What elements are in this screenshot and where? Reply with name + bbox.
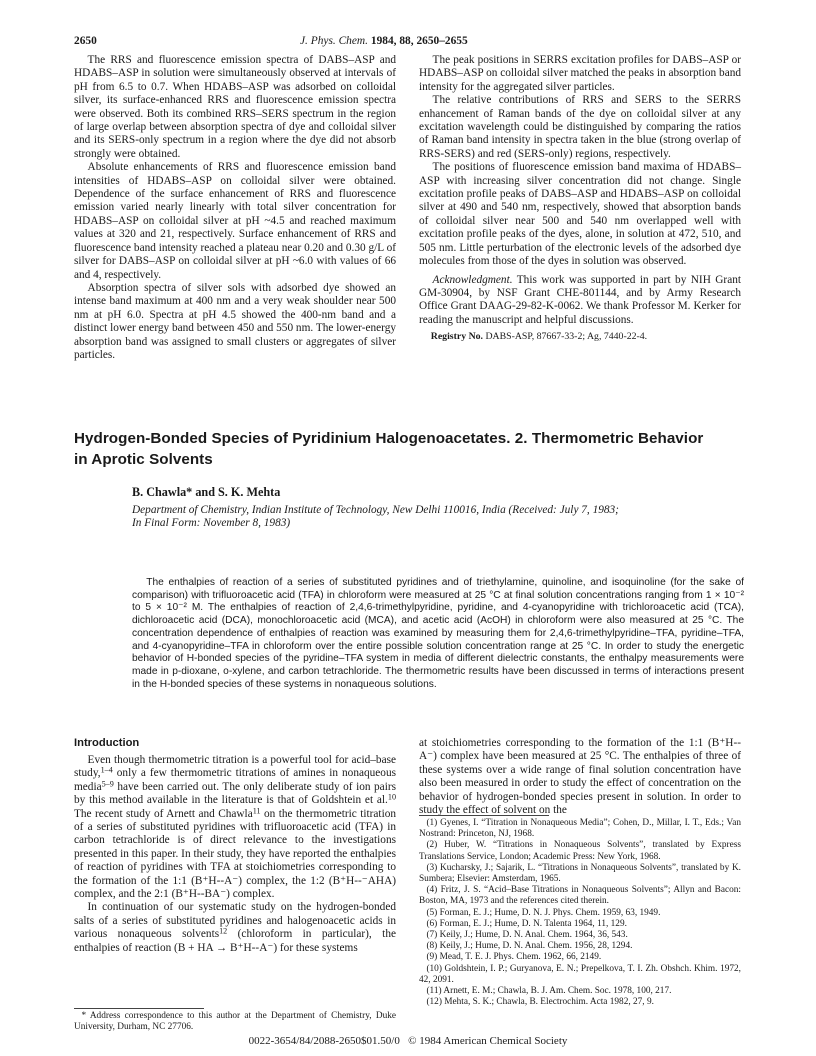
affiliation-line-1: Department of Chemistry, Indian Institute of Technology, New Delhi 110016, India (Received: July 7, 1983; — [132, 504, 619, 516]
registry-numbers — [419, 331, 741, 342]
authors: B. Chawla* and S. K. Mehta — [132, 485, 281, 499]
paragraph: The peak positions in SERRS excitation profiles for DABS–ASP or HDABS–ASP on colloidal silver matched the peaks in absorption band intensity for the aggregated silver particles. — [419, 54, 741, 93]
registry-label: Registry No. — [430, 331, 483, 343]
page-footer — [0, 1035, 816, 1047]
journal-year-volume: 1984, 88, 2650–2655 — [370, 35, 468, 47]
article-code: 0022-3654/84/2088-2650$01.50/0 — [248, 1035, 400, 1047]
reference-item: (1) Gyenes, I. “Titration in Nonaqueous Media”; Cohen, D., Millar, I. T., Eds.; Van Nostrand: Princeton, NJ, 1968. — [419, 818, 741, 840]
title-line-1: Hydrogen-Bonded Species of Pyridinium Halogenoacetates. 2. Thermometric Behavior — [74, 430, 704, 447]
affiliation-line-2: In Final Form: November 8, 1983) — [132, 517, 291, 530]
acknowledgment-text: This work was supported in part by NIH Grant GM-30904, by NSF Grant CHE-801144, and by Army Research Office Grant DAAG-29-82-K-0062. We thank Professor M. Kerker for reading the manuscript and helpful discussions. — [419, 273, 741, 326]
acknowledgment-label: Acknowledgment. — [432, 273, 513, 286]
affiliation — [132, 504, 752, 531]
reference-item: (11) Arnett, E. M.; Chawla, B. J. Am. Chem. Soc. 1978, 100, 217. — [426, 986, 672, 997]
running-header — [300, 35, 600, 47]
reference-item: (4) Fritz, J. S. “Acid–Base Titrations in Nonaqueous Solvents”; Allyn and Bacon: Boston, MA, 1973 and the references cited therein. — [419, 885, 741, 907]
paragraph: at stoichiometries corresponding to the formation of the 1:1 (B⁺H--A⁻) complex have been measured at 25 °C. The enthalpies of three of these systems over a wide range of final solution concentration have also been measured in order to study the effect of concentration on the behavior of hydrogen-bonded species present in solution. In order to study the effect of solvent on the — [419, 737, 741, 817]
copyright: © 1984 American Chemical Society — [408, 1035, 568, 1047]
abstract: The enthalpies of reaction of a series of substituted pyridines and of triethylamine, quinoline, and isoquinoline (for the sake of comparison) with trifluoroacetic acid (TFA) in chloroform were measured at 25 °C at final solution concentrations ranging from 1 × 10⁻² to 5 × 10⁻² M. The enthalpies of reaction of 2,4,6-trimethylpyridine, pyridine, and 4-cyanopyridine with trichloroacetic acid (TCA), dichloroacetic acid (DCA), monochloroacetic acid (MCA), and acetic acid (AcOH) in chloroform were also measured at 25 °C. The concentration dependence of enthalpies of reaction was examined by measuring them for 2,4,6-trimethylpyridine–TFA, pyridine–TFA, and 4-cyanopyridine–TFA in chloroform over the entire possible solution concentration range at 25 °C. In order to study the energetic behavior of H-bonded species of the pyridine–TFA system in media of different dielectric constants, the enthalpy measurements were made in p-dioxane, o-xylene, and carbon tetrachloride. The thermometric results have been discussed in terms of interactions present in the H-bonded species of these systems in nonaqueous solutions. — [132, 577, 744, 690]
intro-right-column — [419, 737, 741, 817]
title-line-2: in Aprotic Solvents — [74, 451, 213, 468]
paragraph: The positions of fluorescence emission band maxima of HDABS–ASP with increasing silver concentration did not change. Single excitation profile peaks of DABS–ASP and HDABS–ASP on colloidal silver at 490 and 540 nm, respectively, showed that absorption bands of colloidal silver near 500 and 540 nm overlapped well with excitation profile peaks of the dyes, alone, in solution at 472, 510, and 505 nm. Little perturbation of the electronic levels of the adsorbed dye molecules from those of the dyes in solution was observed. — [419, 161, 741, 268]
page-number: 2650 — [74, 35, 97, 47]
author-footnote: * Address correspondence to this author at the Department of Chemistry, Duke University, Durham, NC 27706. — [74, 1011, 396, 1033]
paragraph: In continuation of our systematic study on the hydrogen-bonded salts of a series of substituted pyridines and halogenoacetic acids in various nonaqueous solvents$^{12}$ (chloroform in particular), the enthalpies of reaction (B + HA → B⁺H--A⁻) for these systems — [74, 901, 396, 954]
reference-item: (10) Goldshtein, I. P.; Guryanova, E. N.; Prepelkova, T. I. Zh. Obshch. Khim. 1972, 42, 2091. — [419, 963, 741, 985]
paragraph: Even though thermometric titration is a powerful tool for acid–base study,$^{1-4}$ only a few thermometric titrations of amines in nonaqueous media$^{5-9}$ have been carried out. The only deliberate study of ion pairs by this method available in the literature is that of Goldshtein et al.$^{10}$ The recent study of Arnett and Chawla$^{11}$ on the thermometric titration of a series of substituted pyridines with trifluoroacetic acid (TFA) in carbon tetrachloride is of direct relevance to the investigations presented in this paper. In their study, they have reported the enthalpies of reaction of pyridines with TFA at stoichiometries corresponding to the formation of the 1:1 (B⁺H--A⁻) complex, the 1:2 (B⁺H--⁻AHA) complex, and the 2:1 (B⁺H--BA⁻) complex. — [74, 754, 397, 901]
references — [419, 818, 741, 1008]
paragraph: The RRS and fluorescence emission spectra of DABS–ASP and HDABS–ASP in solution were simultaneously observed at intervals of pH from 6.5 to 0.7. When HDABS–ASP was adsorbed on colloidal silver, its surface-enhanced RRS and fluorescence emission spectra were observed. Both its combined RRS–SERS spectrum in the region of large overlap between absorption spectra of dye and colloidal silver and its SERS-only spectrum in a region where the dye did not absorb strongly were obtained. — [74, 54, 396, 160]
registry-text: DABS-ASP, 87667-33-2; Ag, 7440-22-4. — [485, 331, 648, 343]
reference-item: (7) Keily, J.; Hume, D. N. Anal. Chem. 1964, 36, 543. — [426, 930, 628, 941]
reference-item: (3) Kucharsky, J.; Sajarik, L. “Titrations in Nonaqueous Solvents”, translated by K. Sumbera; Elsevier: Amsterdam, 1965. — [419, 862, 741, 885]
references-rule — [419, 815, 549, 816]
reference-item: (8) Keily, J.; Hume, D. N. Anal. Chem. 1956, 28, 1294. — [426, 941, 633, 952]
reference-item: (5) Forman, E. J.; Hume, D. N. J. Phys. Chem. 1959, 63, 1949. — [426, 907, 661, 918]
paragraph: Absolute enhancements of RRS and fluorescence emission band intensities of HDABS–ASP on colloidal silver were obtained. Dependence of the surface enhancement of RRS and fluorescence emission varied nearly linearly with total silver concentration for HDABS–ASP on colloidal silver at pH ~4.5 and reached maximum values at 320 and 21, respectively. Surface enhancement of RRS and fluorescence band intensity reached a plateau near 0.20 and 0.30 g/L of silver for DABS–ASP on colloidal silver at pH ~6.0 with values of 66 and 4, respectively. — [74, 161, 396, 281]
reference-item: (2) Huber, W. “Titrations in Nonaqueous Solvents”, translated by Express Translations Service, London; Academic Press: New York, 1968. — [419, 840, 741, 862]
intro-left-column — [74, 737, 396, 955]
reference-item: (6) Forman, E. J.; Hume, D. N. Talenta 1964, 11, 129. — [426, 918, 627, 929]
paragraph: Absorption spectra of silver sols with adsorbed dye showed an intense band maximum at 400 nm and a very weak shoulder near 500 nm at pH 6.0. Spectra at pH 4.5 showed the 400-nm band and a distinct lower energy band between 450 and 550 nm. The lower-energy absorption band was assigned to small clusters or aggregates of silver particles. — [74, 281, 396, 361]
section-heading-introduction: Introduction — [74, 737, 140, 749]
reference-item: (9) Mead, T. E. J. Phys. Chem. 1962, 66, 2149. — [426, 952, 602, 963]
footnote-rule — [74, 1008, 204, 1009]
prev-article-right-column — [419, 54, 741, 342]
prev-article-left-column — [74, 54, 396, 362]
reference-item: (12) Mehta, S. K.; Chawla, B. Electrochim. Acta 1982, 27, 9. — [426, 997, 654, 1008]
article-title — [74, 428, 754, 470]
journal-name: J. Phys. Chem. — [300, 35, 369, 47]
acknowledgment — [419, 274, 741, 328]
paragraph: The relative contributions of RRS and SERS to the SERRS enhancement of Raman bands of the dye on colloidal silver at any excitation wavelength could be distinguished by comparing the ratios of Raman band intensity in spectra taken in the blue (strong overlap of RRS-SERS) and red (SERS-only) regions, respectively. — [419, 94, 741, 160]
